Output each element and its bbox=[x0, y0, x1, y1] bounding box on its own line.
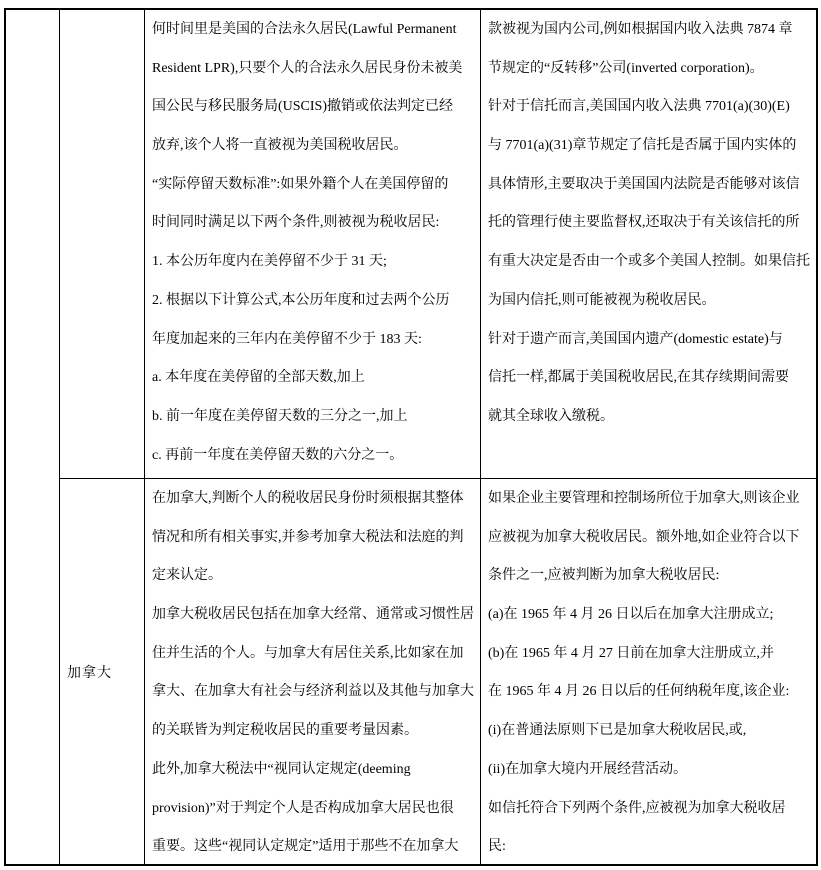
text-line: c. 再前一年度在美停留天数的六分之一。 bbox=[152, 447, 404, 463]
text-line: 就其全球收入缴税。 bbox=[488, 408, 614, 424]
text-line: 此外,加拿大税法中“视同认定规定(deeming bbox=[152, 761, 411, 777]
category-column-cell bbox=[6, 10, 59, 864]
row1-entity-rules-cell bbox=[480, 10, 816, 478]
row2-entity-rules-cell bbox=[480, 478, 816, 864]
text-line: (i)在普通法原则下已是加拿大税收居民,或, bbox=[488, 723, 747, 739]
text-line: 具体情形,主要取决于美国国内法院是否能够对该信 bbox=[488, 176, 800, 192]
text-line: 拿大、在加拿大有社会与经济利益以及其他与加拿大 bbox=[152, 684, 474, 700]
text-line: 情况和所有相关事实,并参考加拿大税法和法庭的判 bbox=[152, 529, 464, 545]
row2-individual-rules-cell bbox=[144, 478, 480, 864]
text-line: (ii)在加拿大境内开展经营活动。 bbox=[488, 761, 688, 777]
text-line: 与 7701(a)(31)章节规定了信托是否属于国内实体的 bbox=[488, 138, 797, 154]
text-line: 如信托符合下列两个条件,应被视为加拿大税收居 bbox=[488, 800, 786, 816]
text-line: 在 1965 年 4 月 26 日以后的任何纳税年度,该企业: bbox=[488, 684, 790, 700]
text-line: 2. 根据以下计算公式,本公历年度和过去两个公历 bbox=[152, 292, 450, 308]
text-line: 为国内信托,则可能被视为税收居民。 bbox=[488, 292, 716, 308]
text-line: 针对于遗产而言,美国国内遗产(domestic estate)与 bbox=[488, 331, 783, 347]
text-line: “实际停留天数标准”:如果外籍个人在美国停留的 bbox=[152, 176, 449, 192]
text-line: 托的管理行使主要监督权,还取决于有关该信托的所 bbox=[488, 215, 800, 231]
country-label-canada: 加拿大 bbox=[67, 665, 112, 681]
text-line: 有重大决定是否由一个或多个美国人控制。如果信托 bbox=[488, 254, 810, 270]
text-line: 在加拿大,判断个人的税收居民身份时须根据其整体 bbox=[152, 491, 464, 506]
text-line: (a)在 1965 年 4 月 26 日以后在加拿大注册成立; bbox=[488, 607, 774, 623]
text-line: 加拿大税收居民包括在加拿大经常、通常或习惯性居 bbox=[152, 607, 474, 623]
text-line: 应被视为加拿大税收居民。额外地,如企业符合以下 bbox=[488, 529, 800, 545]
row1-country-cell bbox=[59, 10, 144, 478]
text-line: (b)在 1965 年 4 月 27 日前在加拿大注册成立,并 bbox=[488, 645, 774, 661]
tax-residency-table bbox=[4, 8, 818, 866]
text-line: b. 前一年度在美停留天数的三分之一,加上 bbox=[152, 408, 408, 424]
row1-individual-rules-cell bbox=[144, 10, 480, 478]
text-line: a. 本年度在美停留的全部天数,加上 bbox=[152, 370, 365, 386]
text-line: 国公民与移民服务局(USCIS)撤销或依法判定已经 bbox=[152, 99, 454, 115]
text-line: 信托一样,都属于美国税收居民,在其存续期间需要 bbox=[488, 370, 789, 386]
text-line: 放弃,该个人将一直被视为美国税收居民。 bbox=[152, 138, 408, 154]
text-line: 的关联皆为判定税收居民的重要考量因素。 bbox=[152, 723, 418, 739]
text-line: 款被视为国内公司,例如根据国内收入法典 7874 章 bbox=[488, 22, 793, 37]
text-line: provision)”对于判定个人是否构成加拿大居民也很 bbox=[152, 800, 454, 816]
text-line: 重要。这些“视同认定规定”适用于那些不在加拿大 bbox=[152, 839, 459, 855]
text-line: 何时间里是美国的合法永久居民(Lawful Permanent bbox=[152, 22, 457, 37]
row2-country-cell bbox=[59, 478, 144, 864]
text-line: 条件之一,应被判断为加拿大税收居民: bbox=[488, 568, 720, 584]
text-line: 如果企业主要管理和控制场所位于加拿大,则该企业 bbox=[488, 491, 800, 506]
text-line: 年度加起来的三年内在美停留不少于 183 天: bbox=[152, 331, 422, 347]
text-line: Resident LPR),只要个人的合法永久居民身份未被美 bbox=[152, 60, 463, 76]
text-line: 民: bbox=[488, 839, 506, 855]
text-line: 定来认定。 bbox=[152, 568, 222, 584]
text-line: 针对于信托而言,美国国内收入法典 7701(a)(30)(E) bbox=[488, 99, 790, 115]
text-line: 1. 本公历年度内在美停留不少于 31 天; bbox=[152, 254, 387, 270]
text-line: 住并生活的个人。与加拿大有居住关系,比如家在加 bbox=[152, 645, 464, 661]
text-line: 时间同时满足以下两个条件,则被视为税收居民: bbox=[152, 215, 440, 231]
text-line: 节规定的“反转移”公司(inverted corporation)。 bbox=[488, 60, 764, 76]
